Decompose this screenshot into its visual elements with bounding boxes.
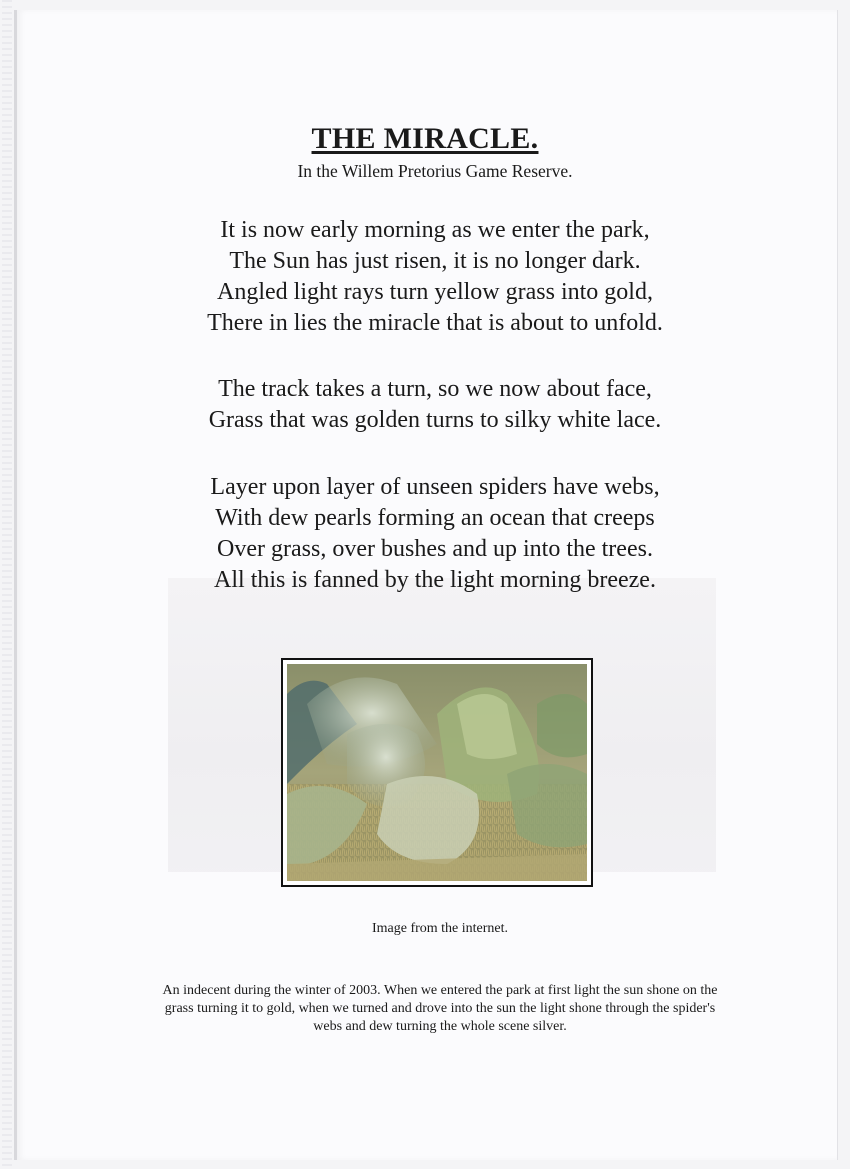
poem-line: Over grass, over bushes and up into the trees. xyxy=(217,536,653,562)
poem-line: With dew pearls forming an ocean that creeps xyxy=(215,505,655,531)
stanza-1 xyxy=(0,215,850,339)
poem-line: All this is fanned by the light morning breeze. xyxy=(214,567,656,593)
poem-line: There in lies the miracle that is about to unfold. xyxy=(207,310,663,336)
poem-line: Layer upon layer of unseen spiders have webs, xyxy=(210,474,660,500)
image-caption: Image from the internet. xyxy=(371,921,509,936)
poem-subtitle: In the Willem Pretorius Game Reserve. xyxy=(297,161,573,181)
note-line: An indecent during the winter of 2003. When we entered the park at first light the sun shone on the xyxy=(162,983,718,998)
poem-line: The Sun has just risen, it is no longer dark. xyxy=(229,248,641,274)
explanatory-note xyxy=(100,982,780,1036)
note-line: webs and dew turning the whole scene silver. xyxy=(313,1019,567,1034)
poem-line: Angled light rays turn yellow grass into gold, xyxy=(217,279,653,305)
poem-line: It is now early morning as we enter the park, xyxy=(220,217,650,243)
stanza-2 xyxy=(0,374,850,436)
poem-title: THE MIRACLE. xyxy=(311,122,539,155)
stanza-3 xyxy=(0,472,850,596)
poem-line: Grass that was golden turns to silky white lace. xyxy=(208,407,662,433)
spider-web-photo-image xyxy=(287,664,587,881)
note-line: grass turning it to gold, when we turned and drove into the sun the light shone through the spider's xyxy=(164,1001,716,1016)
spider-web-photo xyxy=(281,658,593,887)
poem-line: The track takes a turn, so we now about face, xyxy=(218,376,652,402)
